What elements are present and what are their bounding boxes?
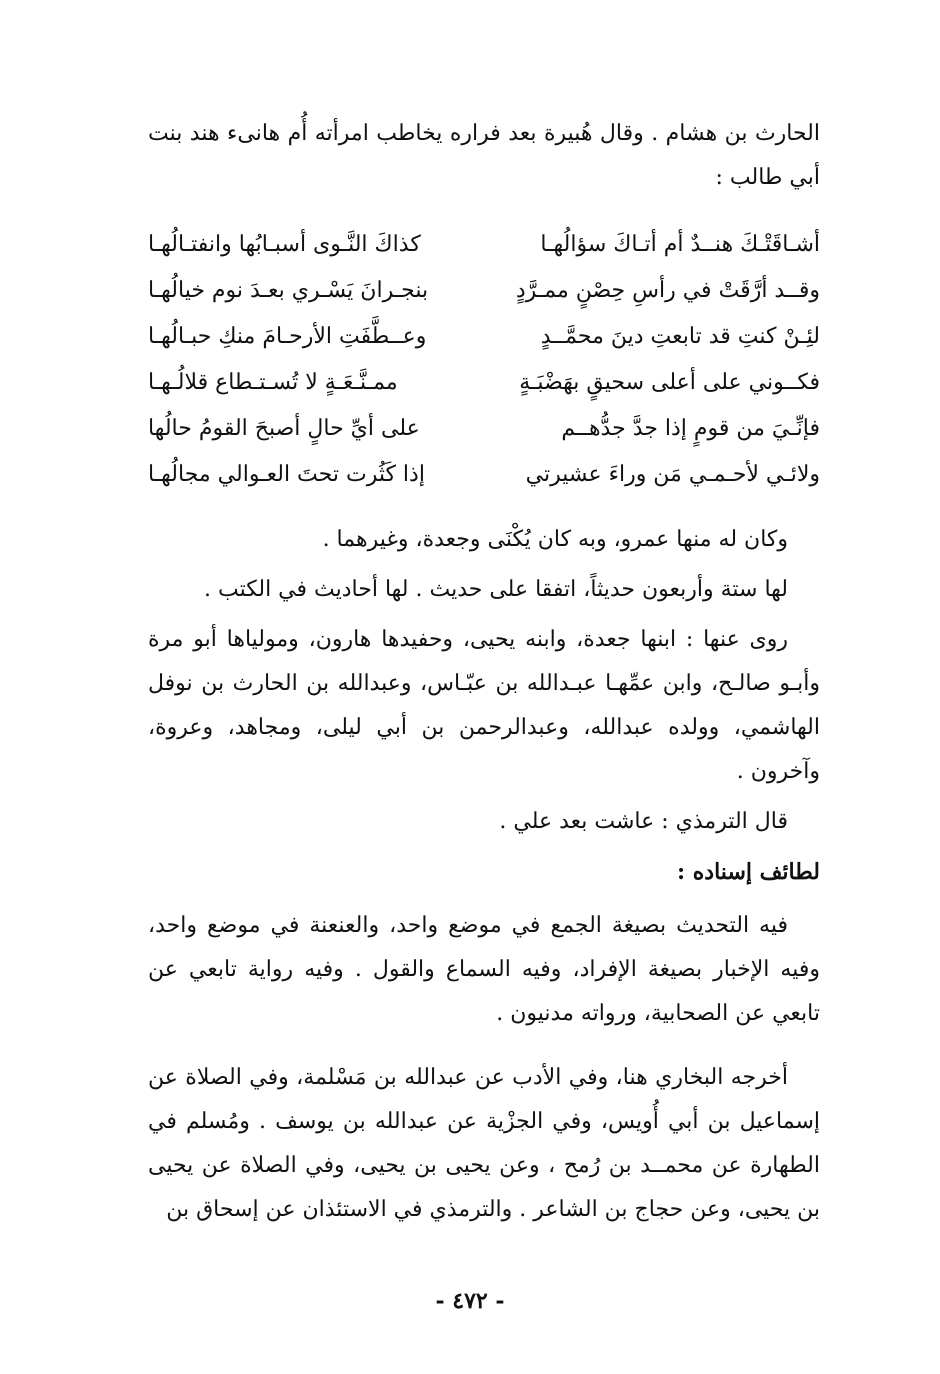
takhrij-paragraph: أخرجه البخاري هنا، وفي الأدب عن عبدالله بن مَسْلمة، وفي الصلاة عن إسماعيل بن أبي أُويس، وفي الجزْية عن عبدالله بن يوسف . ومُسلم في الطهارة عن محمــد بن رُمح ، وعن يحيى بن يحيى، وفي الصلاة عن يحيى بن يحيى، وعن حجاج بن الشاعر . والترمذي في الاستئذان عن إسحاق بن — [148, 1065, 820, 1222]
page-number: - ٤٧٢ - — [435, 1288, 505, 1314]
intro-paragraph: الحارث بن هشام . وقال هُبيرة بعد فراره يخاطب امرأته أُم هانىء هند بنت أبي طالب : — [148, 121, 820, 190]
verse-first-hemistich: لئِـنْ كنتِ قد تابعتِ دينَ محمَّــدٍ — [540, 324, 820, 349]
isnad-heading: لطائف إسناده : — [677, 859, 820, 885]
poem — [148, 222, 820, 498]
verse-second-hemistich: بنجـرانَ يَسْـري بعـدَ نوم خيالُهـا — [148, 278, 429, 303]
verse-first-hemistich: فكــوني على أعلى سحيقٍ بهَضْبَـةٍ — [519, 370, 820, 395]
poem-verse — [148, 222, 820, 268]
verse-first-hemistich: ولائـي لأحـمـي مَن وراءَ عشيرتي — [525, 462, 820, 487]
verse-first-hemistich: وقــد أرَّقَتْ في رأسِ حِصْنٍ ممـرَّدٍ — [515, 278, 820, 303]
verse-first-hemistich: فإنِّـيَ من قومٍ إذا جدَّ جدُّهــم — [561, 416, 820, 441]
poem-verse — [148, 406, 820, 452]
hadith-count-line: لها ستة وأربعون حديثاً، اتفقا على حديث . لها أحاديث في الكتب . — [203, 577, 788, 602]
isnad-paragraph: فيه التحديث بصيغة الجمع في موضع واحد، والعنعنة في موضع واحد، وفيه الإخبار بصيغة الإفراد، وفيه السماع والقول . وفيه رواية تابعي عن تابعي عن الصحابية، ورواته مدنيون . — [148, 913, 820, 1026]
poem-verse — [148, 268, 820, 314]
poem-verse — [148, 314, 820, 360]
poem-verse — [148, 360, 820, 406]
page-body — [148, 112, 820, 1232]
poem-verse — [148, 452, 820, 498]
tirmidhi-line: قال الترمذي : عاشت بعد علي . — [499, 809, 788, 834]
verse-second-hemistich: ممـنَّـعَـةٍ لا تُسـتـطاع قلالُـهـا — [148, 370, 398, 395]
verse-second-hemistich: كذاكَ النَّـوى أسبـابُها وانفتـالُهـا — [148, 232, 421, 257]
verse-second-hemistich: إذا كَثُرت تحتَ العـوالي مجالُهـا — [148, 462, 425, 487]
narrators-paragraph: روى عنها : ابنها جعدة، وابنه يحيى، وحفيدها هارون، ومولياها أبو مرة وأبـو صالـح، وابن عمِّهـا عبـدالله بن عبّـاس، وعبدالله بن الحارث بن نوفل الهاشمي، وولده عبدالله، وعبدالرحمن بن أبي ليلى، ومجاهد، وعروة، وآخرون . — [148, 627, 820, 784]
children-line: وكان له منها عمرو، وبه كان يُكْنَى وجعدة، وغيرهما . — [322, 527, 788, 552]
verse-second-hemistich: وعــطَّفَتِ الأرحـامَ منكِ حبـالُهـا — [148, 324, 427, 349]
verse-second-hemistich: على أيِّ حالٍ أصبحَ القومُ حالُها — [148, 416, 420, 441]
verse-first-hemistich: أشـاقَتْـكَ هنــدٌ أم أتـاكَ سؤالُهـا — [540, 232, 820, 257]
